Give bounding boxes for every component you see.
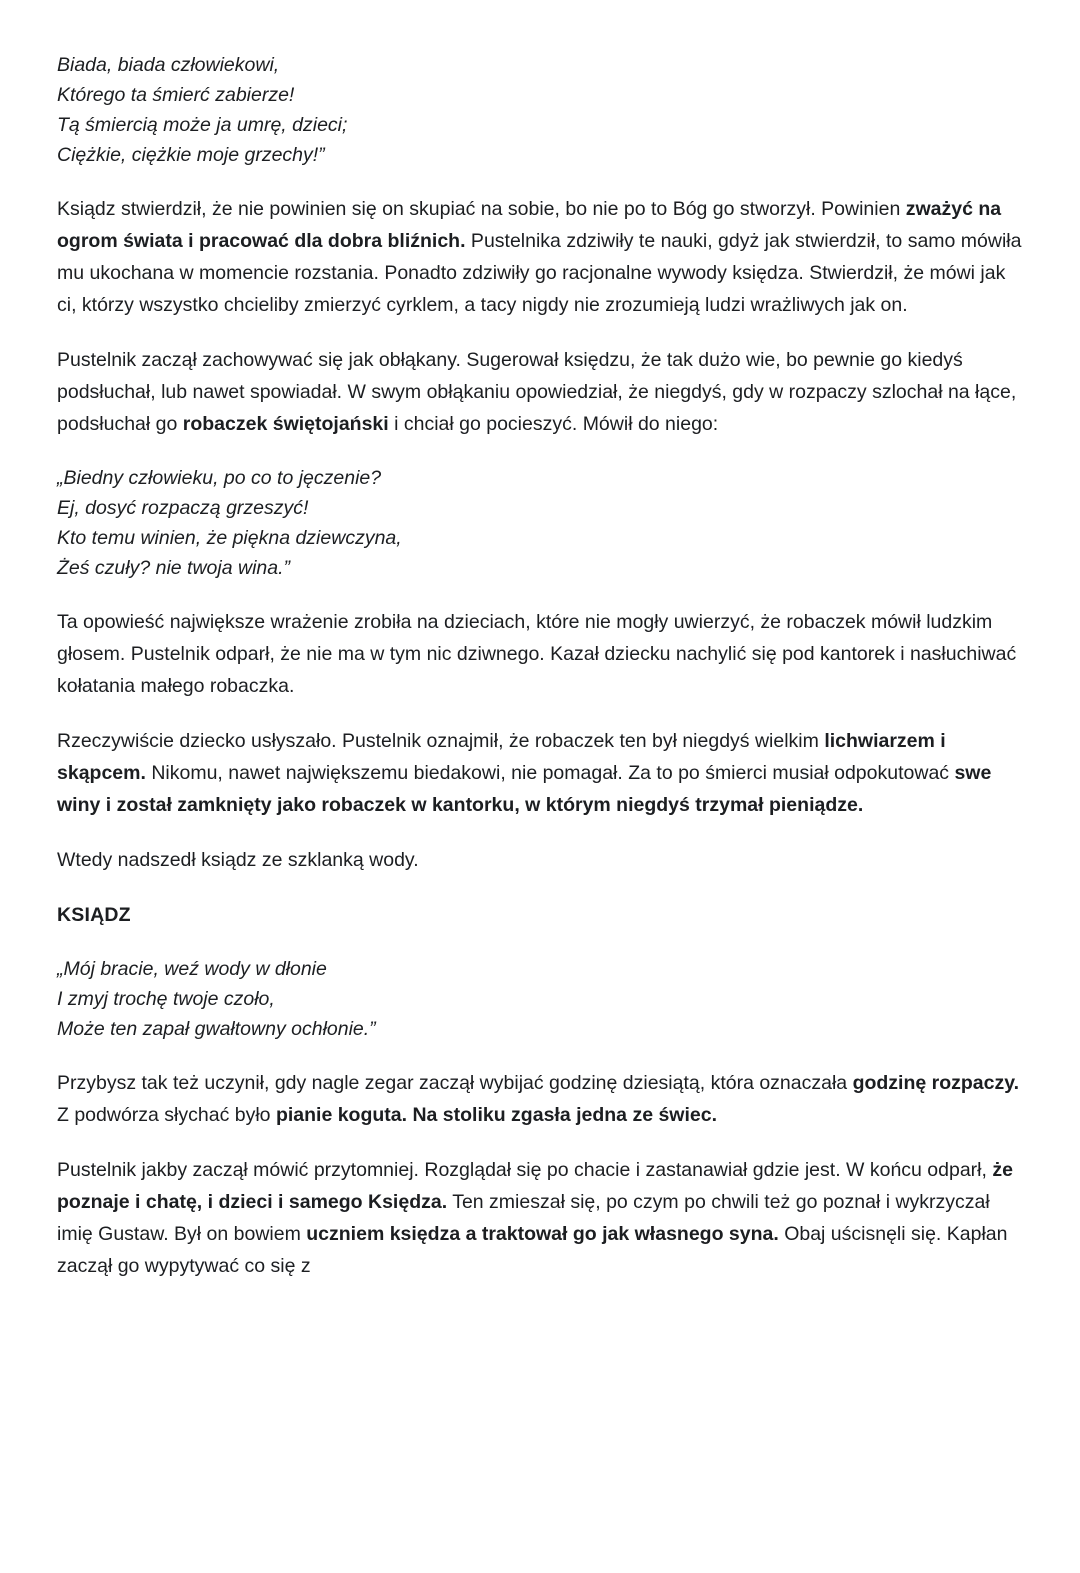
verse-line: „Mój bracie, weź wody w dłonie (57, 958, 327, 980)
verse-line: Ej, dosyć rozpaczą grzeszyć! (57, 497, 309, 519)
verse-block (57, 50, 1022, 170)
text-segment: Ta opowieść największe wrażenie zrobiła na dzieciach, które nie mogły uwierzyć, że robaczek mówił ludzkim głosem. Pustelnik odparł, że nie ma w tym nic dziwnego. Kazał dziecku nachylić się pod kantorek i nasłuchiwać kołatania małego robaczka. (57, 611, 1017, 697)
text-segment: Pustelnik zaczął zachowywać się jak obłąkany. Sugerował księdzu, że tak dużo wie, bo pewnie go kiedyś podsłuchał, lub nawet spowiadał. W swym obłąkaniu opowiedział, że niegdyś, gdy w rozpaczy szlochał na łące, podsłuchał go (57, 349, 1017, 435)
bold-text-segment: godzinę rozpaczy. (852, 1072, 1020, 1094)
paragraph (57, 725, 1022, 821)
verse-line: „Biedny człowieku, po co to jęczenie? (57, 467, 382, 489)
text-segment: Wtedy nadszedł ksiądz ze szklanką wody. (57, 849, 419, 871)
verse-line: Może ten zapał gwałtowny ochłonie.” (57, 1018, 376, 1040)
verse-line: Kto temu winien, że piękna dziewczyna, (57, 527, 402, 549)
text-segment: Obaj uścisnęli się. Kapłan zaczął go wypytywać co się z (57, 1223, 1008, 1277)
paragraph (57, 606, 1022, 702)
text-segment: Przybysz tak też uczynił, gdy nagle zegar zaczął wybijać godzinę dziesiątą, która oznaczała (57, 1072, 853, 1094)
verse-line: I zmyj trochę twoje czoło, (57, 988, 275, 1010)
paragraph (57, 1154, 1022, 1282)
verse-line: Którego ta śmierć zabierze! (57, 84, 295, 106)
bold-text-segment: robaczek świętojański (182, 413, 389, 435)
text-segment: Z podwórza słychać było (57, 1104, 276, 1126)
text-segment: Ksiądz stwierdził, że nie powinien się on skupiać na sobie, bo nie po to Bóg go stworzył. Powinien (57, 198, 906, 220)
verse-line: Biada, biada człowiekowi, (57, 54, 280, 76)
text-segment: Pustelnik jakby zaczął mówić przytomniej. Rozglądał się po chacie i zastanawiał gdzie jest. W końcu odparł, (57, 1159, 993, 1181)
text-segment: Nikomu, nawet największemu biedakowi, nie pomagał. Za to po śmierci musiał odpokutować (145, 762, 955, 784)
text-segment: i chciał go pocieszyć. Mówił do niego: (388, 413, 719, 435)
verse-line: Ciężkie, ciężkie moje grzechy!” (57, 144, 325, 166)
paragraph (57, 1067, 1022, 1131)
bold-text-segment: lichwiarzem i skąpcem. (57, 730, 946, 784)
section-heading: KSIĄDZ (57, 904, 131, 926)
bold-text-segment: uczniem księdza a traktował go jak własnego syna. (306, 1223, 779, 1245)
bold-text-segment: pianie koguta. Na stoliku zgasła jedna ze świec. (275, 1104, 717, 1126)
bold-text-segment: że poznaje i chatę, i dzieci i samego Księdza. (57, 1159, 1013, 1213)
bold-text-segment: zważyć na ogrom świata i pracować dla dobra bliźnich. (57, 198, 1002, 252)
text-segment: Ten zmieszał się, po czym po chwili też go poznał i wykrzyczał imię Gustaw. Był on bowiem (57, 1191, 990, 1245)
verse-line: Tą śmiercią może ja umrę, dzieci; (57, 114, 348, 136)
verse-line: Żeś czuły? nie twoja wina.” (57, 557, 291, 579)
text-segment: Rzeczywiście dziecko usłyszało. Pustelnik oznajmił, że robaczek ten był niegdyś wielkim (57, 730, 825, 752)
paragraph (57, 844, 1022, 876)
document-content (57, 50, 1022, 1282)
paragraph (57, 193, 1022, 321)
text-segment: Pustelnika zdziwiły te nauki, gdyż jak stwierdził, to samo mówiła mu ukochana w momencie rozstania. Ponadto zdziwiły go racjonalne wywody księdza. Stwierdził, że mówi jak ci, którzy wszystko chcieliby zmierzyć cyrklem, a tacy nigdy nie zrozumieją ludzi wrażliwych jak on. (57, 230, 1022, 316)
verse-block (57, 954, 1022, 1044)
paragraph (57, 344, 1022, 440)
verse-block (57, 463, 1022, 583)
bold-text-segment: swe winy i został zamknięty jako robaczek w kantorku, w którym niegdyś trzymał pieniądze. (57, 762, 992, 816)
